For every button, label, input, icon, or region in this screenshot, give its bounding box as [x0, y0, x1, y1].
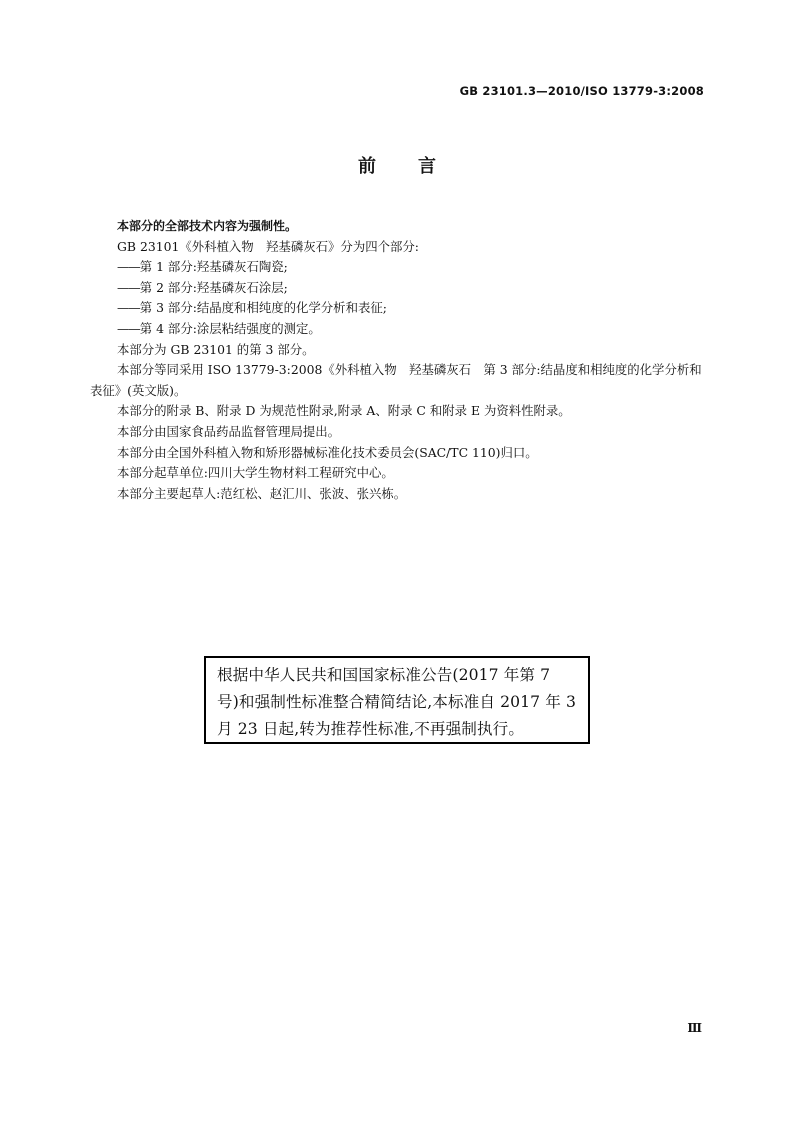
part-list-item: [90, 278, 706, 299]
list-item-text: 第 2 部分:羟基磷灰石涂层;: [139, 279, 288, 295]
mandatory-statement: 本部分的全部技术内容为强制性。: [117, 219, 298, 233]
foreword-paragraph: 本部分由全国外科植入物和矫形器械标准化技术委员会(SAC/TC 110)归口。: [117, 444, 538, 460]
status-notice-box: 根据中华人民共和国国家标准公告(2017 年第 7 号)和强制性标准整合精简结论,本标准自 2017 年 3 月 23 日起,转为推荐性标准,不再强制执行。: [204, 656, 590, 744]
standard-code-header: GB 23101.3—2010/ISO 13779-3:2008: [459, 84, 704, 98]
list-dash: ——: [117, 259, 140, 275]
foreword-paragraph: 本部分的附录 B、附录 D 为规范性附录,附录 A、附录 C 和附录 E 为资料性附录。: [117, 403, 571, 419]
list-item-text: 第 4 部分:涂层粘结强度的测定。: [139, 320, 321, 336]
page-title-char-1: 前: [358, 156, 376, 177]
page-title-char-2: 言: [418, 156, 436, 177]
list-dash: ——: [117, 279, 140, 295]
foreword-paragraph: 本部分起草单位:四川大学生物材料工程研究中心。: [117, 465, 394, 481]
foreword-body: [90, 216, 706, 504]
page-number: Ⅲ: [687, 1021, 702, 1035]
list-dash: ——: [117, 300, 140, 316]
foreword-paragraph: 本部分由国家食品药品监督管理局提出。: [117, 423, 341, 439]
foreword-paragraph: 本部分主要起草人:范红松、赵汇川、张波、张兴栋。: [117, 485, 407, 501]
list-item-text: 第 3 部分:结晶度和相纯度的化学分析和表征;: [139, 300, 387, 316]
foreword-paragraph: GB 23101《外科植入物 羟基磷灰石》分为四个部分:: [117, 238, 419, 254]
page-title: [0, 152, 794, 178]
part-list-item: [90, 298, 706, 319]
foreword-paragraph: 本部分等同采用 ISO 13779-3:2008《外科植入物 羟基磷灰石 第 3 部分:结晶度和相纯度的化学分析和表征》(英文版)。: [90, 362, 702, 398]
foreword-paragraph: 本部分为 GB 23101 的第 3 部分。: [117, 341, 315, 357]
part-list-item: [90, 319, 706, 340]
list-dash: ——: [117, 320, 140, 336]
part-list-item: [90, 257, 706, 278]
list-item-text: 第 1 部分:羟基磷灰石陶瓷;: [139, 259, 288, 275]
